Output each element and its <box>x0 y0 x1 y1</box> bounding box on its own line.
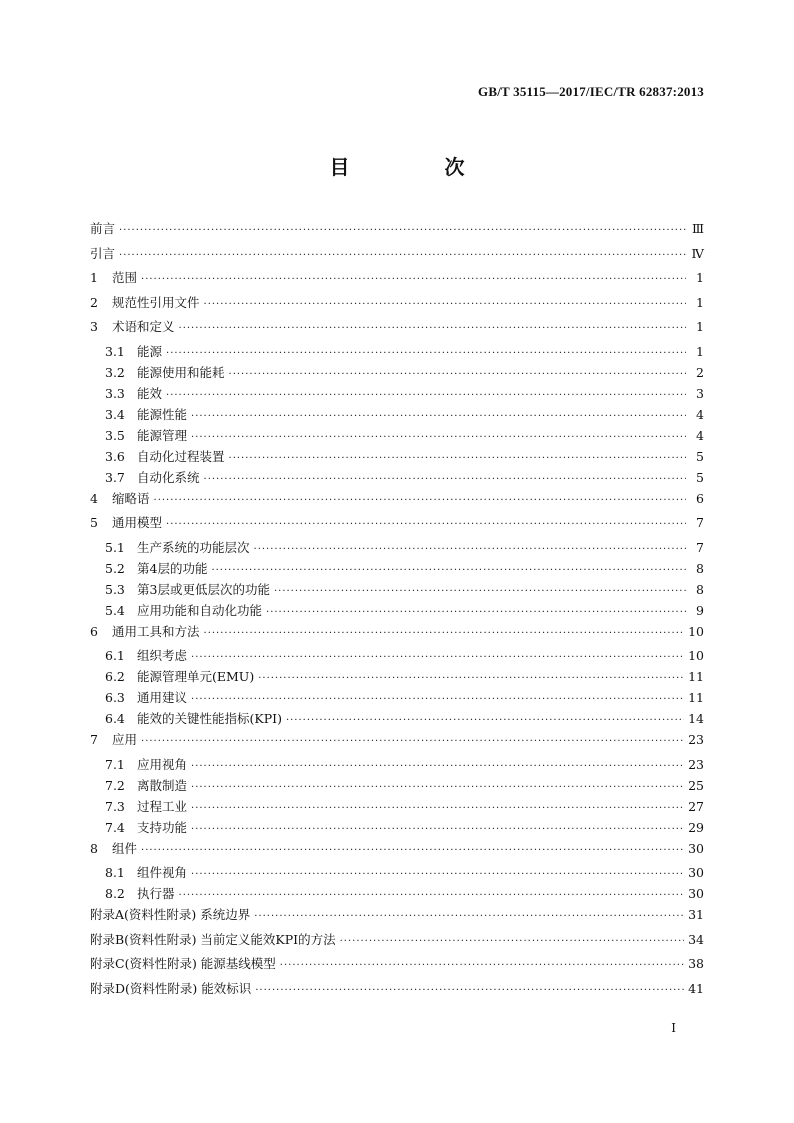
toc-entry-number: 6.4 <box>105 711 125 726</box>
toc-entry-page: 2 <box>696 364 704 380</box>
toc-entry[interactable] <box>90 709 704 730</box>
toc-entry-text: 离散制造 <box>137 777 188 793</box>
toc-entry-text: 能源管理单元(EMU) <box>137 669 255 684</box>
toc-entry-text: 组织考虑 <box>137 648 188 663</box>
toc-entry-heading <box>90 979 251 997</box>
toc-entry-number: 7.4 <box>105 819 125 835</box>
toc-entry-text: 自动化系统 <box>137 469 200 485</box>
toc-entry-text: 附录D(资料性附录) 能效标识 <box>90 980 252 996</box>
dot-leader <box>154 495 686 506</box>
toc-entry[interactable] <box>90 601 704 622</box>
dot-leader <box>280 960 684 971</box>
toc-entry-text: 通用建议 <box>137 690 188 705</box>
dot-leader <box>204 474 686 485</box>
toc-entry-number: 5 <box>90 515 98 530</box>
dot-leader <box>141 736 684 747</box>
toc-entry-page: 10 <box>688 623 704 639</box>
toc-entry-heading <box>90 622 200 640</box>
toc-entry-number: 3.3 <box>105 385 125 401</box>
toc-entry-heading <box>90 426 187 444</box>
toc-entry-heading <box>90 268 137 286</box>
toc-entry-number: 1 <box>90 270 98 285</box>
toc-entry-number: 5.2 <box>105 560 125 576</box>
toc-entry-page: Ⅲ <box>691 221 704 236</box>
toc-entry[interactable] <box>90 646 704 667</box>
toc-entry-number: 3.2 <box>105 364 125 380</box>
toc-entry[interactable] <box>90 447 704 468</box>
toc-entry-number: 7 <box>90 732 98 747</box>
toc-entry[interactable] <box>90 776 704 797</box>
toc-entry-number: 7.1 <box>105 756 125 772</box>
dot-leader <box>191 652 684 663</box>
toc-entry-text: 能源管理 <box>137 427 188 443</box>
table-of-contents <box>90 219 704 1003</box>
toc-entry-heading <box>90 580 270 598</box>
toc-entry[interactable] <box>90 363 704 384</box>
toc-entry[interactable] <box>90 688 704 709</box>
toc-entry-text: 附录A(资料性附录) 系统边界 <box>90 907 251 922</box>
dot-leader <box>229 369 686 380</box>
toc-entry[interactable] <box>90 342 704 363</box>
toc-entry-heading <box>90 363 225 381</box>
toc-entry-heading <box>90 863 187 881</box>
dot-leader <box>286 715 684 726</box>
toc-entry-text: 过程工业 <box>137 798 188 814</box>
toc-entry-number: 3.5 <box>105 427 125 443</box>
toc-entry-heading <box>90 447 225 465</box>
toc-entry-page: 25 <box>688 777 704 793</box>
toc-entry-page: 7 <box>696 515 704 530</box>
toc-entry-number: 3.6 <box>105 448 125 464</box>
toc-entry-number: 3.7 <box>105 469 125 485</box>
toc-entry-heading <box>90 709 282 727</box>
toc-entry[interactable] <box>90 930 704 955</box>
toc-entry-heading <box>90 954 276 972</box>
toc-entry-page: 23 <box>688 756 704 772</box>
toc-entry-text: 应用视角 <box>137 756 188 772</box>
toc-entry[interactable] <box>90 730 704 755</box>
toc-entry-heading <box>90 797 187 815</box>
toc-entry-number: 7.3 <box>105 798 125 814</box>
toc-entry-heading <box>90 342 162 360</box>
toc-entry-text: 第3层或更低层次的功能 <box>137 581 270 597</box>
dot-leader <box>204 628 685 639</box>
dot-leader <box>340 936 684 947</box>
toc-entry-heading <box>90 244 115 262</box>
toc-entry-page: 23 <box>688 732 704 747</box>
toc-entry-heading <box>90 755 187 773</box>
toc-entry[interactable] <box>90 468 704 489</box>
toc-entry-number: 4 <box>90 490 98 506</box>
dot-leader <box>119 225 686 236</box>
dot-leader <box>191 411 686 422</box>
toc-entry[interactable] <box>90 317 704 342</box>
toc-entry-text: 规范性引用文件 <box>112 294 200 310</box>
toc-entry-heading <box>90 818 187 836</box>
dot-leader <box>119 250 686 261</box>
toc-entry-number: 6 <box>90 623 98 639</box>
toc-entry-page: 31 <box>688 907 704 922</box>
toc-entry[interactable] <box>90 979 704 1004</box>
toc-entry-text: 通用工具和方法 <box>112 623 200 639</box>
toc-entry-page: 1 <box>696 319 704 334</box>
toc-entry[interactable] <box>90 293 704 318</box>
toc-entry-text: 能源 <box>137 343 163 359</box>
toc-entry-heading <box>90 538 250 556</box>
toc-entry-text: 能源使用和能耗 <box>137 364 225 380</box>
toc-entry-page: 11 <box>688 690 704 705</box>
page-title: 目 次 <box>329 155 509 179</box>
toc-entry-heading <box>90 839 137 857</box>
toc-entry-heading <box>90 601 262 619</box>
dot-leader <box>211 565 686 576</box>
toc-entry-page: 34 <box>688 931 704 947</box>
toc-entry-text: 能效 <box>137 385 163 401</box>
dot-leader <box>254 911 684 922</box>
toc-entry[interactable] <box>90 954 704 979</box>
standard-code: GB/T 35115—2017/IEC/TR 62837:2013 <box>478 84 704 99</box>
toc-entry-text: 通用模型 <box>112 515 163 530</box>
toc-entry-text: 能源性能 <box>137 406 188 422</box>
toc-entry[interactable] <box>90 384 704 405</box>
toc-entry[interactable] <box>90 580 704 601</box>
dot-leader <box>191 432 686 443</box>
toc-entry-page: 5 <box>696 448 704 464</box>
toc-entry-number: 6.3 <box>105 690 125 705</box>
dot-leader <box>166 348 686 359</box>
toc-entry-text: 生产系统的功能层次 <box>137 539 250 555</box>
toc-entry-text: 附录B(资料性附录) 当前定义能效KPI的方法 <box>90 931 336 947</box>
dot-leader <box>166 390 686 401</box>
dot-leader <box>229 453 686 464</box>
toc-entry-text: 应用功能和自动化功能 <box>137 602 263 618</box>
toc-entry[interactable] <box>90 219 704 244</box>
toc-entry-heading <box>90 489 150 507</box>
dot-leader <box>255 985 684 996</box>
toc-entry-heading <box>90 405 187 423</box>
toc-entry-number: 5.1 <box>105 539 125 555</box>
toc-entry-number: 3.4 <box>105 406 125 422</box>
toc-entry-text: 前言 <box>90 221 116 236</box>
toc-entry-number: 6.2 <box>105 669 125 684</box>
dot-leader <box>274 586 686 597</box>
toc-entry[interactable] <box>90 667 704 688</box>
toc-entry-text: 自动化过程装置 <box>137 448 225 464</box>
dot-leader <box>204 299 686 310</box>
toc-entry-page: 1 <box>696 294 704 310</box>
toc-entry-text: 术语和定义 <box>112 319 175 334</box>
toc-entry-text: 范围 <box>112 270 138 285</box>
toc-entry[interactable] <box>90 905 704 930</box>
toc-entry-page: 9 <box>696 602 704 618</box>
toc-entry-heading <box>90 776 187 794</box>
toc-entry-page: 10 <box>688 648 704 663</box>
dot-leader <box>191 824 684 835</box>
toc-entry-number: 3.1 <box>105 343 125 359</box>
toc-entry-heading <box>90 730 137 748</box>
toc-entry-heading <box>90 667 254 685</box>
toc-entry-text: 缩略语 <box>112 490 150 506</box>
toc-entry-page: 4 <box>696 427 704 443</box>
toc-entry-page: 30 <box>688 865 704 880</box>
toc-entry-page: 8 <box>696 560 704 576</box>
toc-entry-number: 8 <box>90 840 98 856</box>
toc-entry[interactable] <box>90 559 704 580</box>
toc-entry[interactable] <box>90 622 704 647</box>
toc-entry-number: 5.4 <box>105 602 125 618</box>
toc-entry-text: 能效的关键性能指标(KPI) <box>137 711 282 726</box>
toc-entry-number: 3 <box>90 319 98 334</box>
toc-entry-page: 7 <box>696 539 704 555</box>
toc-entry-page: 1 <box>696 343 704 359</box>
dot-leader <box>141 845 684 856</box>
toc-entry-text: 引言 <box>90 245 116 261</box>
toc-entry-number: 8.1 <box>105 865 125 880</box>
toc-entry-heading <box>90 317 175 335</box>
toc-entry-heading <box>90 468 200 486</box>
toc-entry-text: 组件视角 <box>137 865 188 880</box>
toc-entry-heading <box>90 688 187 706</box>
toc-entry[interactable] <box>90 268 704 293</box>
toc-entry-page: 41 <box>688 980 704 996</box>
toc-entry[interactable] <box>90 818 704 839</box>
toc-entry-text: 附录C(资料性附录) 能源基线模型 <box>90 956 276 971</box>
toc-entry[interactable] <box>90 839 704 864</box>
toc-entry-page: 6 <box>696 490 704 506</box>
toc-entry[interactable] <box>90 884 704 905</box>
toc-entry-text: 组件 <box>112 840 138 856</box>
toc-entry-page: 30 <box>688 886 704 901</box>
toc-entry[interactable] <box>90 863 704 884</box>
toc-entry-number: 5.3 <box>105 581 125 597</box>
toc-entry[interactable] <box>90 405 704 426</box>
toc-entry-heading <box>90 646 187 664</box>
toc-entry-heading <box>90 219 115 237</box>
toc-entry-text: 第4层的功能 <box>137 560 208 576</box>
page-number: I <box>671 1021 676 1035</box>
toc-entry[interactable] <box>90 489 704 514</box>
toc-entry-number: 2 <box>90 294 98 310</box>
toc-entry-page: 8 <box>696 581 704 597</box>
toc-entry-page: 1 <box>696 270 704 285</box>
toc-entry-heading <box>90 559 207 577</box>
dot-leader <box>179 890 685 901</box>
toc-entry-page: 27 <box>688 798 704 814</box>
toc-entry-page: 4 <box>696 406 704 422</box>
dot-leader <box>141 274 686 285</box>
toc-entry-page: 11 <box>688 669 704 684</box>
toc-entry[interactable] <box>90 513 704 538</box>
toc-entry-page: 30 <box>688 840 704 856</box>
toc-entry-page: 3 <box>696 385 704 401</box>
dot-leader <box>254 544 686 555</box>
toc-entry-heading <box>90 884 175 902</box>
toc-entry-page: 38 <box>688 956 704 971</box>
dot-leader <box>191 782 684 793</box>
toc-entry-text: 支持功能 <box>137 819 188 835</box>
toc-entry-heading <box>90 905 250 923</box>
toc-entry-text: 应用 <box>112 732 138 747</box>
toc-entry[interactable] <box>90 538 704 559</box>
toc-entry-heading <box>90 384 162 402</box>
dot-leader <box>191 694 684 705</box>
toc-entry[interactable] <box>90 244 704 269</box>
toc-entry-heading <box>90 293 200 311</box>
toc-entry-number: 8.2 <box>105 886 125 901</box>
dot-leader <box>266 607 686 618</box>
dot-leader <box>179 323 686 334</box>
toc-entry-page: 29 <box>688 819 704 835</box>
toc-entry-page: 14 <box>688 711 704 726</box>
dot-leader <box>191 761 684 772</box>
toc-entry[interactable] <box>90 797 704 818</box>
toc-entry[interactable] <box>90 426 704 447</box>
toc-entry-page: 5 <box>696 469 704 485</box>
toc-entry-text: 执行器 <box>137 886 175 901</box>
dot-leader <box>166 519 686 530</box>
dot-leader <box>258 673 684 684</box>
dot-leader <box>191 803 684 814</box>
toc-entry-number: 6.1 <box>105 648 125 663</box>
toc-entry-page: Ⅳ <box>691 245 704 261</box>
toc-entry-heading <box>90 930 336 948</box>
toc-entry-heading <box>90 513 162 531</box>
toc-entry-number: 7.2 <box>105 777 125 793</box>
toc-entry[interactable] <box>90 755 704 776</box>
dot-leader <box>191 869 684 880</box>
